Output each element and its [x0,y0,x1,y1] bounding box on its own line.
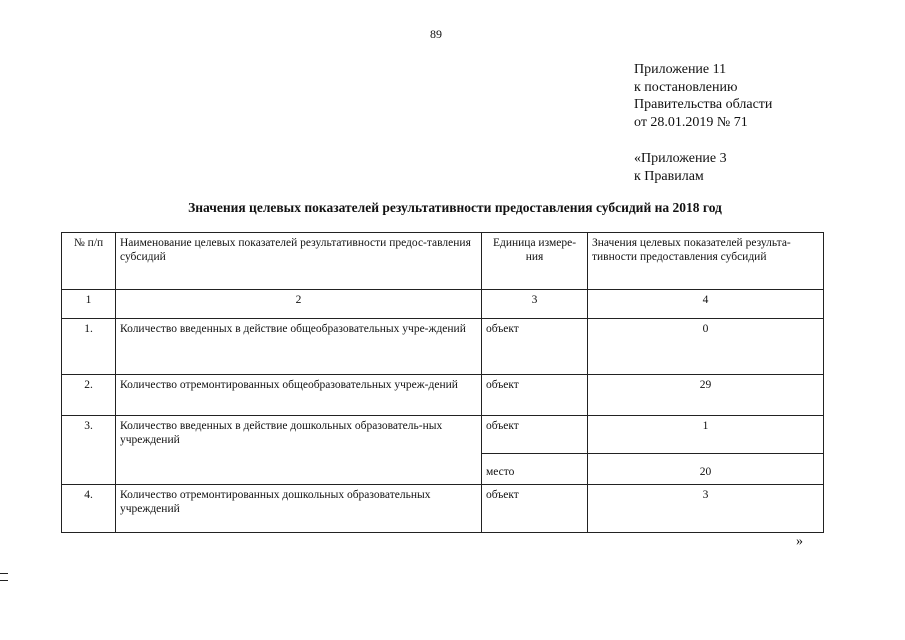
row-value: 0 [588,319,824,375]
row-indicator-name: Количество введенных в действие дошкольных образователь-ных учреждений [116,416,482,485]
row-unit: объект [482,319,588,375]
row-indicator-name: Количество введенных в действие общеобразовательных учре-ждений [116,319,482,375]
row-number: 3. [62,416,116,485]
indicators-table [61,232,824,533]
appendix-line-2: к постановлению [634,79,738,95]
appendix-line-3: Правительства области [634,97,773,112]
header-unit: Единица измере-ния [482,233,588,290]
row-unit-secondary: место [482,454,588,485]
row-unit: объект [482,485,588,533]
row-number: 2. [62,375,116,416]
row-unit: объект [482,375,588,416]
header-number: № п/п [62,233,116,290]
appendix-reference [634,61,772,131]
row-unit: объект [482,416,588,454]
column-number-3: 3 [482,290,588,319]
row-number: 1. [62,319,116,375]
header-indicator-name: Наименование целевых показателей результативности предос-тавления субсидий [116,233,482,290]
column-number-1: 1 [62,290,116,319]
row-number: 4. [62,485,116,533]
table-row [62,375,824,416]
header-indicator-value: Значения целевых показателей результа-тивности предоставления субсидий [588,233,824,290]
margin-mark [0,580,8,581]
column-number-2: 2 [116,290,482,319]
appendix-line-4: от 28.01.2019 № 71 [634,114,748,130]
column-numbers-row [62,290,824,319]
closing-quote: » [796,534,803,549]
row-value: 3 [588,485,824,533]
page-number: 89 [430,27,442,41]
rules-line-2: к Правилам [634,168,704,184]
row-value: 29 [588,375,824,416]
appendix-line-1: Приложение 11 [634,62,727,77]
rules-line-1: «Приложение 3 [634,151,727,166]
row-value: 1 [588,416,824,454]
table-row [62,485,824,533]
row-indicator-name: Количество отремонтированных общеобразовательных учреж-дений [116,375,482,416]
table-row [62,416,824,454]
table-row [62,319,824,375]
table-header-row [62,233,824,290]
column-number-4: 4 [588,290,824,319]
rules-appendix-reference [634,150,727,185]
document-title: Значения целевых показателей результативности предоставления субсидий на 2018 год [188,200,722,215]
row-value-secondary: 20 [588,454,824,485]
margin-mark [0,573,8,574]
row-indicator-name: Количество отремонтированных дошкольных образовательных учреждений [116,485,482,533]
